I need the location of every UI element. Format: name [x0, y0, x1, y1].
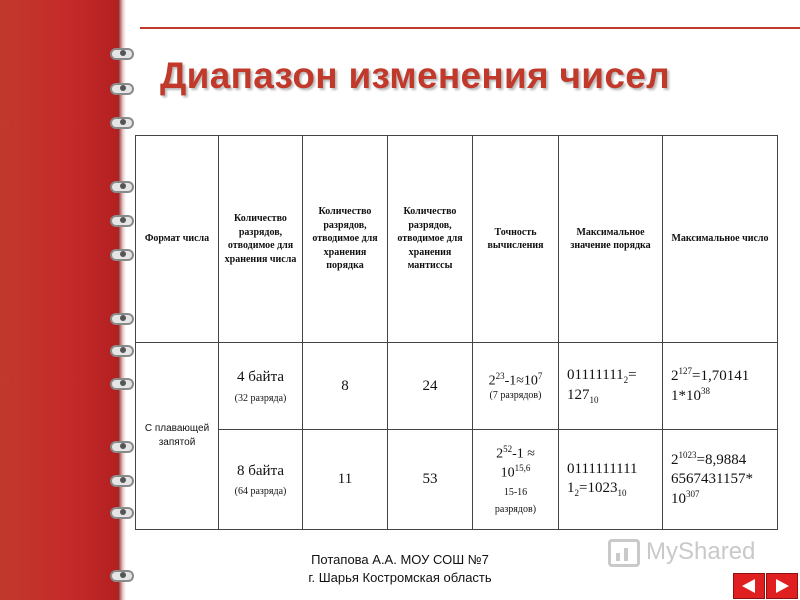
- watermark-text: MyShared: [646, 538, 756, 565]
- binder-ring: [110, 249, 132, 259]
- binder-ring: [110, 441, 132, 451]
- binder-ring: [110, 475, 132, 485]
- arrow-left-icon: [734, 574, 764, 598]
- precision-cell: $2^{52}-1$ ≈ $10^{15,6}$ 15-16 разрядов): [473, 430, 559, 530]
- binder-ring: [110, 48, 132, 58]
- precision-cell: $2^{23}-1\approx 10^7$ (7 разрядов): [473, 343, 559, 430]
- format-cell: С плавающей запятой: [136, 343, 219, 530]
- binder-ring: [110, 181, 132, 191]
- header-cell: Количество разрядов, отводимое для хранения числа: [219, 136, 303, 343]
- table-row: [136, 430, 778, 530]
- max-number-cell: $2^{127}=1,70141$ $1*10^{38}$: [663, 343, 778, 430]
- binder-ring: [110, 378, 132, 388]
- chart-logo-icon: [608, 539, 640, 567]
- binder-ring: [110, 507, 132, 517]
- mantissa-bits-cell: 53: [388, 430, 473, 530]
- max-order-cell: $01111111_2=$ $127_{10}$: [559, 343, 663, 430]
- mantissa-bits-cell: 24: [388, 343, 473, 430]
- table-header-row: [136, 136, 778, 343]
- binder-ring: [110, 570, 132, 580]
- number-range-table: [135, 135, 778, 530]
- binder-ring: [110, 345, 132, 355]
- max-order-cell: 0111111111 $1_2=1023_{10}$: [559, 430, 663, 530]
- table-row: [136, 343, 778, 430]
- header-cell: Максимальное число: [663, 136, 778, 343]
- max-number-cell: $2^{1023}=8,9884$ 6567431157* $10^{307}$: [663, 430, 778, 530]
- header-cell: Количество разрядов, отводимое для хранения мантиссы: [388, 136, 473, 343]
- title-rule: [140, 27, 800, 29]
- previous-slide-button[interactable]: [733, 573, 765, 599]
- binder-ring: [110, 83, 132, 93]
- header-cell: Максимальное значение порядка: [559, 136, 663, 343]
- header-cell: Формат числа: [136, 136, 219, 343]
- bytes-cell: 8 байта (64 разряда): [219, 430, 303, 530]
- binder-ring: [110, 117, 132, 127]
- slide-title: Диапазон изменения чисел: [160, 55, 670, 96]
- bytes-cell: 4 байта (32 разряда): [219, 343, 303, 430]
- footer-location: г. Шарья Костромская область: [308, 570, 492, 585]
- arrow-right-icon: [767, 574, 797, 598]
- header-cell: Точность вычисления: [473, 136, 559, 343]
- watermark: [608, 538, 755, 567]
- binder-ring: [110, 215, 132, 225]
- header-cell: Количество разрядов, отводимое для хранения порядка: [303, 136, 388, 343]
- next-slide-button[interactable]: [766, 573, 798, 599]
- order-bits-cell: 8: [303, 343, 388, 430]
- footer-author: Потапова А.А. МОУ СОШ №7: [311, 552, 489, 567]
- slide-footer: [270, 551, 530, 587]
- binder-ring: [110, 313, 132, 323]
- binder-strip: [0, 0, 124, 600]
- order-bits-cell: 11: [303, 430, 388, 530]
